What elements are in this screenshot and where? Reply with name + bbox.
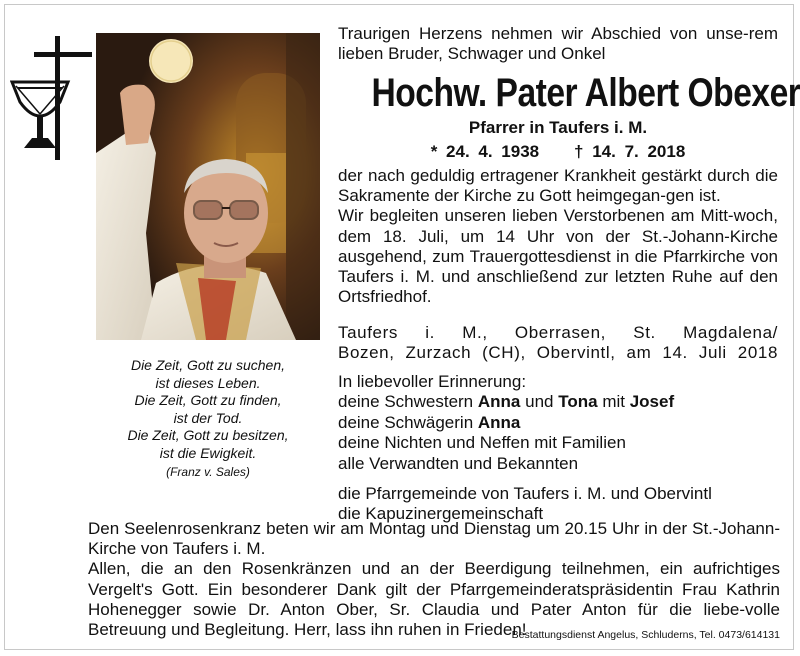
places-line: Taufers i. M., Oberrasen, St. Magdalena/ [338, 323, 778, 342]
funeral-service-credit: Bestattungsdienst Angelus, Schluderns, Tel. 0473/614131 [511, 629, 780, 641]
places-and-date [338, 323, 778, 363]
quote-source: (Franz v. Sales) [166, 464, 250, 479]
death-date: † 14. 7. 2018 [574, 142, 686, 161]
quote-line: ist der Tod. [173, 409, 243, 426]
family-list [338, 372, 778, 525]
quote-line: Die Zeit, Gott zu suchen, [130, 357, 286, 373]
quote-line: Die Zeit, Gott zu finden, [134, 392, 282, 409]
family-text: und [525, 392, 554, 412]
family-sister-in-law [338, 413, 778, 433]
birth-date: * 24. 4. 1938 [430, 142, 540, 161]
deceased-role: Pfarrer in Taufers i. M. [468, 118, 648, 137]
priest-elevating-host-photo [96, 33, 320, 340]
body-paragraph: Wir begleiten unseren lieben Verstorbenen am Mitt-woch, dem 18. Juli, um 14 Uhr von der St.-Johann-Kirche ausgehend, zum Trauergottesdienst in die Pfarrkirche von Taufers i. M. und anschließend zur letzten Ruhe auf den Ortsfriedhof. [338, 206, 778, 307]
quote-line: Die Zeit, Gott zu besitzen, [127, 427, 289, 444]
notice-body [338, 166, 778, 307]
family-parish: die Pfarrgemeinde von Taufers i. M. und Obervintl [338, 484, 712, 504]
body-paragraph: der nach geduldig ertragener Krankheit gestärkt durch die Sakramente der Kirche zu Gott heimgegan-gen ist. [338, 166, 778, 206]
family-heading: In liebevoller Erinnerung: [338, 372, 527, 391]
family-relatives: alle Verwandten und Bekannten [338, 453, 579, 473]
family-text: deine Schwägerin [338, 412, 474, 432]
quote-line: ist die Ewigkeit. [159, 444, 257, 461]
family-capuchins: die Kapuzinergemeinschaft [338, 504, 544, 524]
family-text: deine Schwestern [338, 392, 474, 412]
cross-and-chalice-icon [10, 36, 92, 160]
rosary-paragraph: Den Seelenrosenkranz beten wir am Montag und Dienstag um 20.15 Uhr in der St.-Johann-Kirche von Taufers i. M. [88, 519, 780, 559]
life-dates [338, 142, 778, 162]
intro-text: Traurigen Herzens nehmen wir Abschied von unse-rem lieben Bruder, Schwager und Onkel [338, 24, 778, 64]
family-name: Anna [477, 412, 521, 432]
family-name: Josef [629, 392, 675, 412]
family-nieces: deine Nichten und Neffen mit Familien [338, 433, 626, 453]
deceased-name: Hochw. Pater Albert Obexer [371, 71, 800, 115]
quote-line: ist dieses Leben. [155, 374, 261, 391]
bottom-text [88, 519, 780, 640]
thanks-paragraph: Allen, die an den Rosenkränzen und an der Beerdigung teilnehmen, ein aufrichtiges Vergelt's Gott. Ein besonderer Dank gilt der Pfarrgemeinderatspräsidentin Frau Kathrin Hohenegger sowie Dr. Anton Ober, Sr. Claudia und Pater Anton für die liebe-volle Betreuung und Begleitung. Herr, lass ihn ruhen in Frieden! [88, 559, 780, 640]
family-name: Anna [477, 392, 521, 412]
family-gap [338, 474, 778, 484]
family-name: Tona [558, 392, 598, 412]
quote-block [96, 357, 320, 481]
family-text: mit [602, 392, 625, 412]
places-line: Bozen, Zurzach (CH), Obervintl, am 14. Juli 2018 [338, 343, 778, 363]
family-sisters [338, 392, 778, 412]
